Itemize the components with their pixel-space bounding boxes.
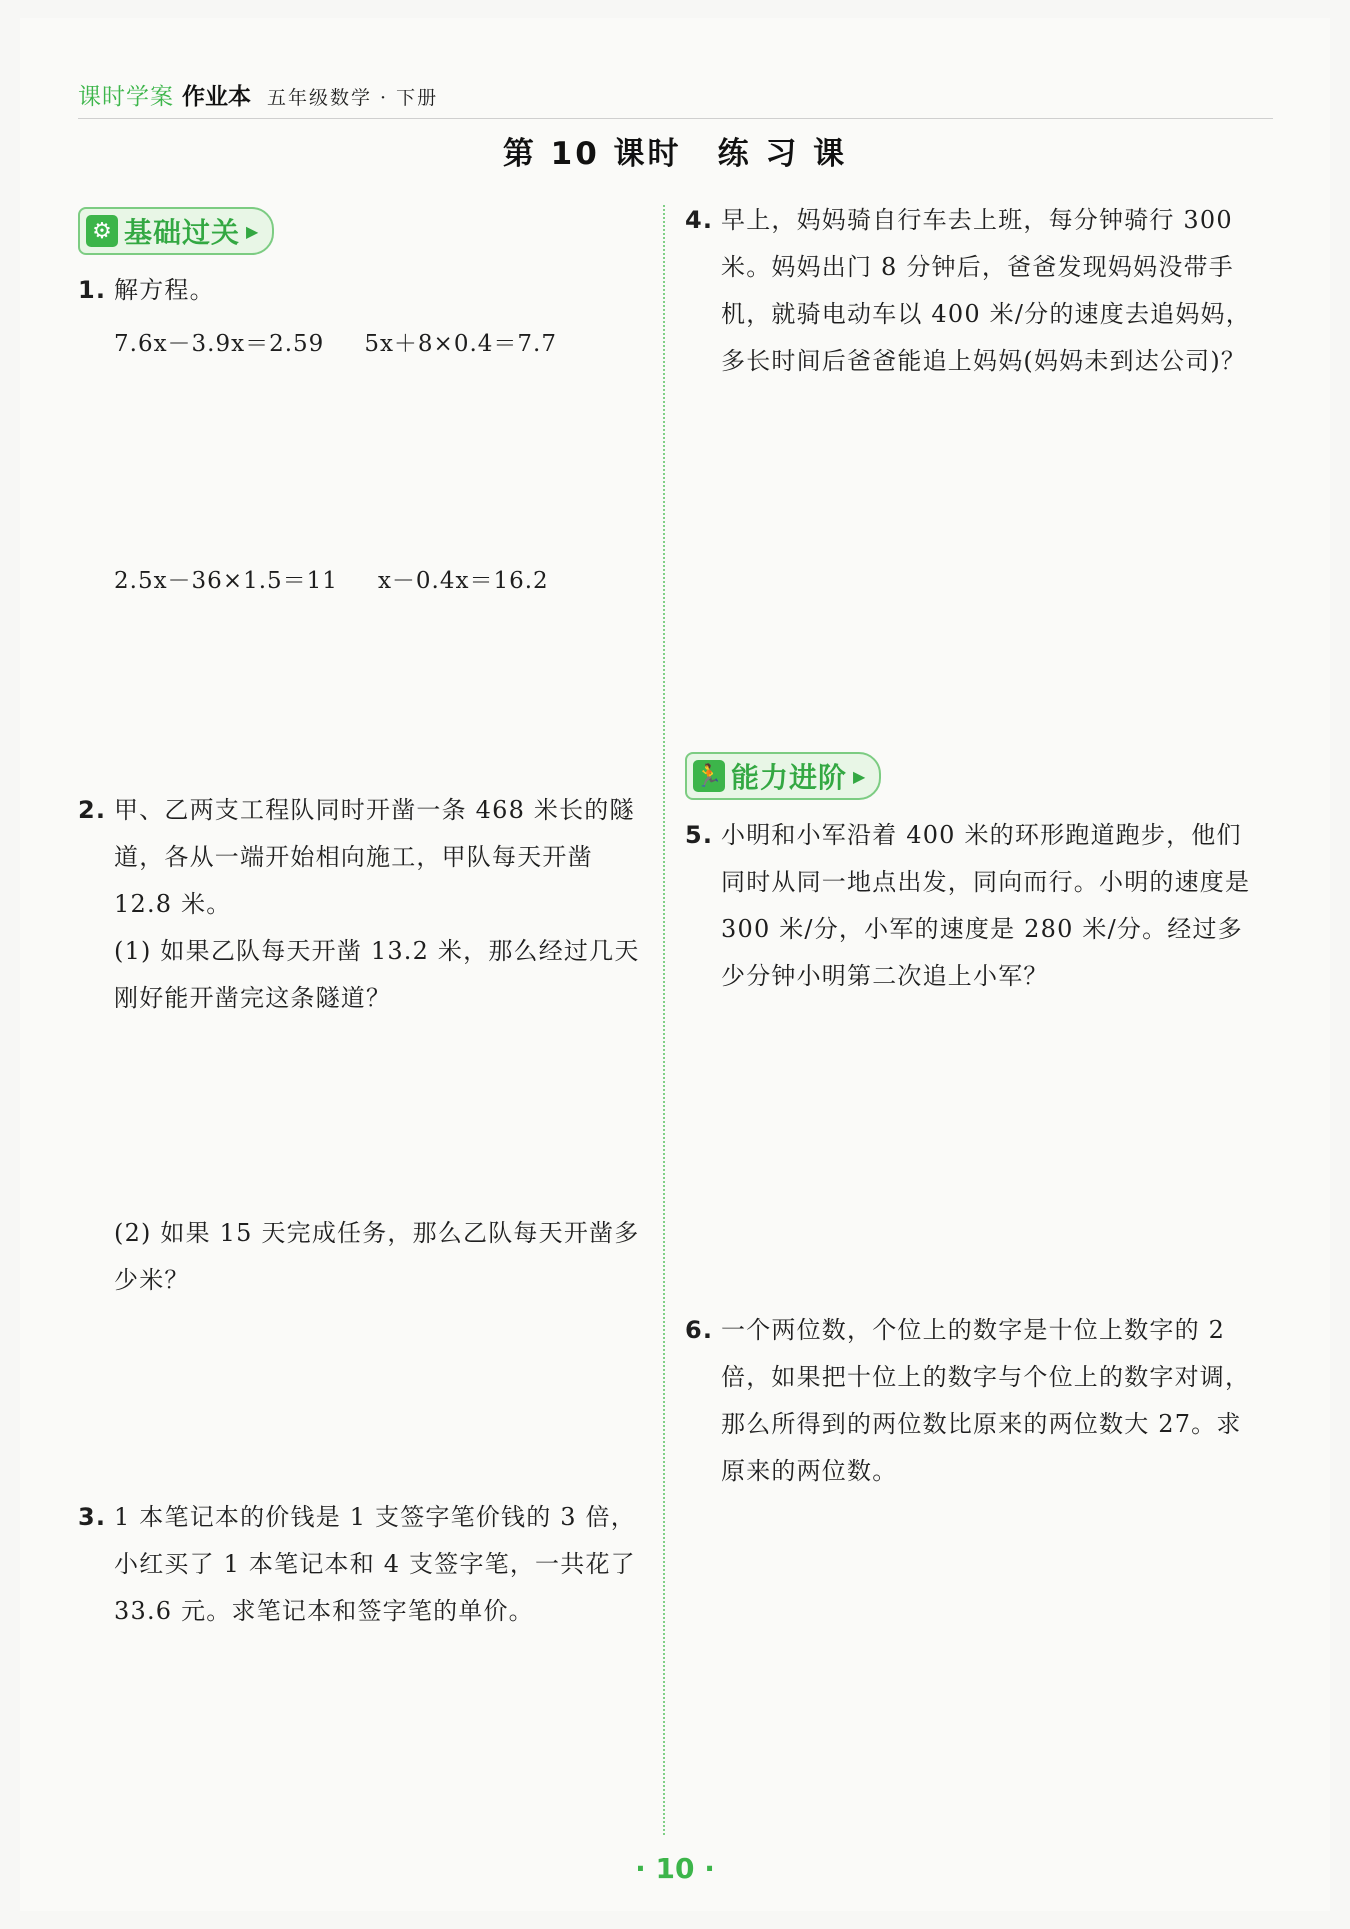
section-label-advanced: 能力进阶 (731, 761, 848, 794)
equation-row-2 (114, 562, 549, 595)
page-number: · 10 · (635, 1852, 715, 1885)
question-2 (78, 787, 648, 1022)
column-divider (663, 205, 665, 1835)
equation-row-1 (114, 325, 557, 358)
equation-3: 2.5x－36×1.5＝11 (114, 568, 338, 594)
triangle-right-icon: ▶ (246, 221, 259, 241)
triangle-right-icon: ▶ (853, 766, 866, 786)
question-6 (685, 1307, 1257, 1495)
question-text: 小明和小军沿着 400 米的环形跑道跑步，他们同时从同一地点出发，同向而行。小明的速度是 300 米/分，小军的速度是 280 米/分。经过多少分钟小明第二次追上小军？ (721, 821, 1251, 990)
runner-icon: 🏃 (693, 760, 725, 792)
section-badge-basic (78, 207, 274, 255)
question-4 (685, 197, 1257, 385)
question-number: 5. (685, 821, 714, 849)
sub-question-1: (1) 如果乙队每天开凿 13.2 米，那么经过几天刚好能开凿完这条隧道？ (114, 937, 640, 1012)
equation-1: 7.6x－3.9x＝2.59 (114, 331, 325, 357)
question-number: 2. (78, 796, 107, 824)
question-text: 甲、乙两支工程队同时开凿一条 468 米长的隧道，各从一端开始相向施工，甲队每天开凿 12.8 米。 (114, 796, 635, 918)
section-label-basic: 基础过关 (124, 216, 241, 249)
question-number: 3. (78, 1503, 107, 1531)
question-5 (685, 812, 1257, 1000)
brand-product: 作业本 (182, 84, 251, 110)
lesson-number: 第 10 课时 (502, 136, 682, 172)
page-title (0, 128, 1350, 173)
brand-name: 课时学案 (78, 84, 174, 110)
equation-2: 5x＋8×0.4＝7.7 (364, 331, 557, 357)
section-badge-advanced (685, 752, 881, 800)
question-number: 6. (685, 1316, 714, 1344)
question-2-part-2 (78, 1210, 648, 1304)
question-number: 4. (685, 206, 714, 234)
gear-icon: ⚙ (86, 215, 118, 247)
question-number: 1. (78, 276, 107, 304)
lesson-name: 练 习 课 (717, 136, 848, 172)
sub-question-2: (2) 如果 15 天完成任务，那么乙队每天开凿多少米？ (114, 1219, 640, 1294)
question-3 (78, 1494, 648, 1635)
equation-4: x－0.4x＝16.2 (377, 568, 549, 594)
book-subtitle: 五年级数学 · 下册 (267, 87, 439, 109)
question-text: 一个两位数，个位上的数字是十位上数字的 2 倍，如果把十位上的数字与个位上的数字对调，那么所得到的两位数比原来的两位数大 27。求原来的两位数。 (721, 1316, 1251, 1485)
header-divider (78, 118, 1273, 119)
header (78, 78, 438, 108)
question-text: 解方程。 (114, 276, 215, 304)
question-text: 1 本笔记本的价钱是 1 支签字笔价钱的 3 倍，小红买了 1 本笔记本和 4 支签字笔，一共花了 33.6 元。求笔记本和签字笔的单价。 (114, 1503, 636, 1625)
question-text: 早上，妈妈骑自行车去上班，每分钟骑行 300 米。妈妈出门 8 分钟后，爸爸发现妈妈没带手机，就骑电动车以 400 米/分的速度去追妈妈，多长时间后爸爸能追上妈妈(妈妈未到达公司)？ (721, 206, 1251, 375)
question-1 (78, 267, 658, 314)
